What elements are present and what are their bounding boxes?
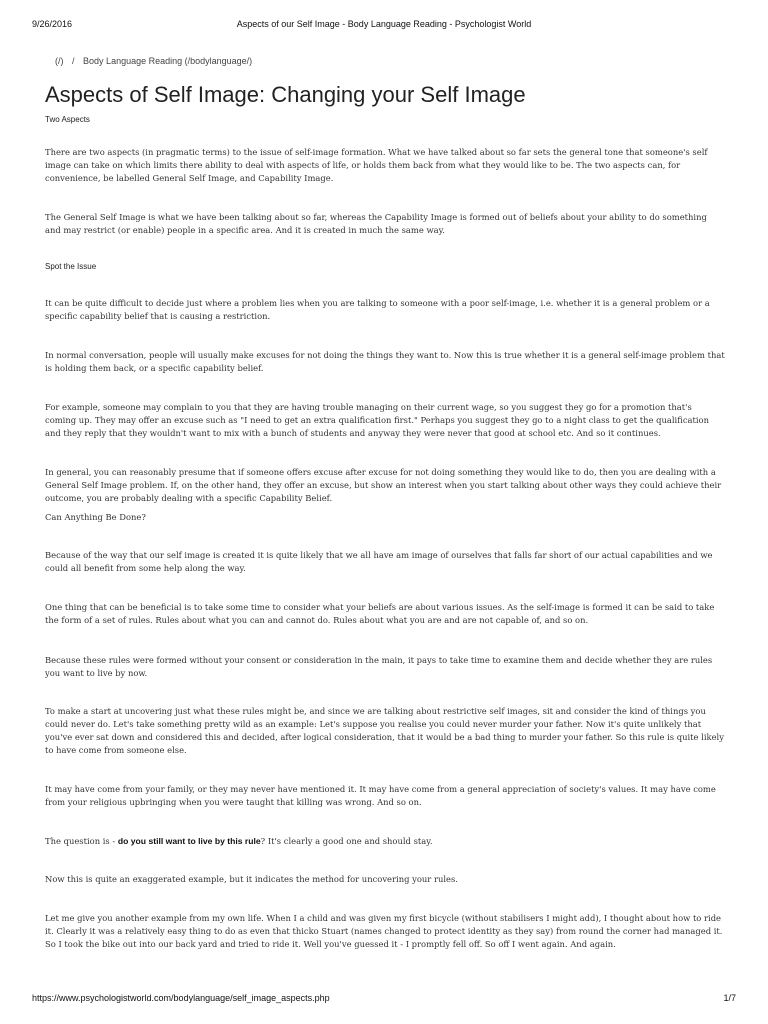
paragraph-12-emphasis: do you still want to live by this rule — [117, 836, 261, 846]
print-header — [32, 19, 736, 33]
print-date: 9/26/2016 — [32, 19, 73, 29]
paragraph-5: For example, someone may complain to you that they are having trouble managing on their current wage, so you suggest they go for a promotion that's coming up. They may offer an excuse such as "I need to get an extra qualification first." Perhaps you suggest they go to a night class to get the qualification and they reply that they wouldn't want to mix with a bunch of students and anyway they were never that good at school etc. And so it continues. — [45, 402, 709, 438]
subheading-two-aspects: Two Aspects — [45, 115, 90, 124]
paragraph-13: Now this is quite an exaggerated example, but it indicates the method for uncovering your rules. — [45, 874, 458, 884]
print-page-title: Aspects of our Self Image - Body Language Reading - Psychologist World — [236, 19, 532, 29]
breadcrumb-separator: / — [72, 56, 75, 66]
paragraph-12 — [45, 835, 725, 848]
print-url: https://www.psychologistworld.com/bodylanguage/self_image_aspects.php — [32, 993, 330, 1003]
paragraph-2: The General Self Image is what we have been talking about so far, whereas the Capability Image is formed out of beliefs about your ability to do something and may restrict (or enable) people in a specific area. And it is created in much the same way. — [45, 212, 707, 235]
page-title: Aspects of Self Image: Changing your Self Image — [45, 82, 526, 107]
paragraph-9: Because these rules were formed without your consent or consideration in the main, it pays to take time to examine them and decide whether they are rules you want to live by now. — [45, 655, 713, 678]
paragraph-4: In normal conversation, people will usually make excuses for not doing the things they want to. Now this is true whether it is a general self-image problem that is holding them back, or a specific capability belief. — [45, 350, 725, 373]
paragraph-12-tail: ? It's clearly a good one and should stay. — [260, 836, 433, 846]
breadcrumb-section-link[interactable]: Body Language Reading (/bodylanguage/) — [83, 56, 253, 66]
paragraph-1: There are two aspects (in pragmatic terms) to the issue of self-image formation. What we have talked about so far sets the general tone that someone's self image can take on which limits there ability to deal with aspects of life, or holds them back from what they would like to be. The two aspects can, for convenience, be labelled General Self Image, and Capability Image. — [45, 147, 708, 183]
paragraph-8: One thing that can be beneficial is to take some time to consider what your beliefs are about various issues. As the self-image is formed it can be said to take the form of a set of rules. Rules about what you can and cannot do. Rules about what you are and are not capable of, and so on. — [45, 602, 715, 625]
paragraph-7: Because of the way that our self image is created it is quite likely that we all have am image of ourselves that falls far short of our actual capabilities and we could all benefit from some help along the way. — [45, 550, 713, 573]
paragraph-14: Let me give you another example from my own life. When I a child and was given my first bicycle (without stabilisers I might add), I thought about how to ride it. Clearly it was a relatively easy thing to do as even that thicko Stuart (names changed to protect identity as they say) from round the corner had managed it. So I took the bike out into our back yard and tried to ride it. Well you've guessed it - I promptly fell off. So off I went again. And again. — [45, 913, 723, 949]
subheading-can-anything-be-done: Can Anything Be Done? — [45, 512, 146, 522]
paragraph-6: In general, you can reasonably presume that if someone offers excuse after excuse for not doing something they would like to do, then you are dealing with a General Self Image problem. If, on the other hand, they offer an excuse, but show an interest when you start talking about other ways they could achieve their outcome, you are probably dealing with a specific Capability Belief. — [45, 467, 722, 503]
subheading-spot-the-issue: Spot the Issue — [45, 262, 97, 271]
paragraph-10: To make a start at uncovering just what these rules might be, and since we are talking about restrictive self images, sit and consider the kind of things you could never do. Let's take something pretty wild as an example: Let's suppose you realise you could never murder your father. Now it's quite unlikely that you've ever sat down and considered this and decided, after logical consideration, that it would be a bad thing to murder your father. So this rule is quite likely to have come from someone else. — [45, 706, 724, 755]
paragraph-3: It can be quite difficult to decide just where a problem lies when you are talking to someone with a poor self-image, i.e. whether it is a general problem or a specific capability belief that is causing a restriction. — [45, 298, 710, 321]
page-number: 1/7 — [723, 993, 736, 1003]
breadcrumb-home-link[interactable]: (/) — [55, 56, 64, 66]
breadcrumb — [55, 56, 258, 66]
paragraph-12-lead: The question is - — [45, 836, 118, 846]
paragraph-11: It may have come from your family, or they may never have mentioned it. It may have come from a general appreciation of society's values. It may have come from your religious upbringing when you were taught that killing was wrong. And so on. — [45, 784, 716, 807]
print-footer — [32, 993, 736, 1007]
